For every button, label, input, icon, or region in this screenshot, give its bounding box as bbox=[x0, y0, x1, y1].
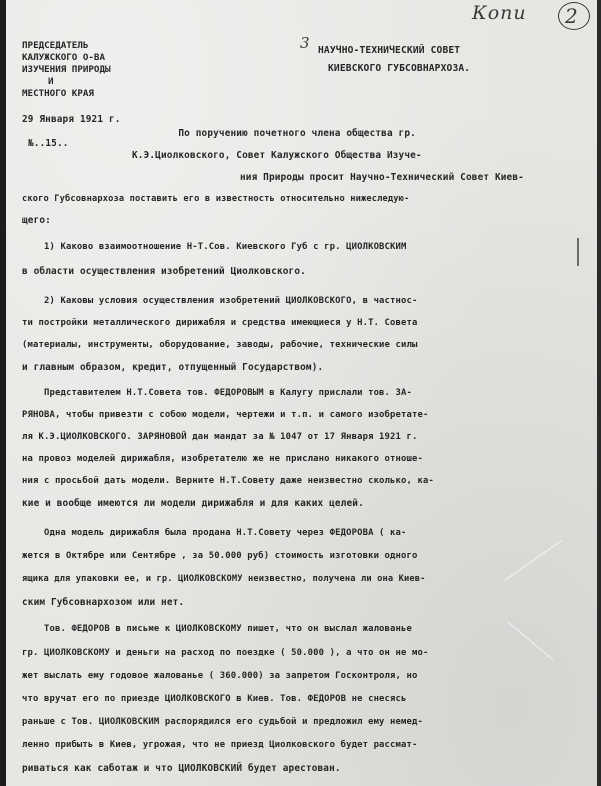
body-line-21: ским Губсовнархозом или нет. bbox=[22, 597, 185, 608]
body-line-6: 1) Каково взаимоотношение Н-Т.Сов. Киевского Губ с гр. ЦИОЛКОВСКИМ bbox=[22, 242, 407, 252]
handwritten-note: Копи bbox=[472, 2, 527, 24]
letter-number: №..15.. bbox=[28, 138, 69, 149]
body-line-7: в области осуществления изобретений Циолковского. bbox=[22, 266, 306, 277]
body-line-27: ленно прибыть в Киев, угрожая, что не приезд Циолковского будет рассмат- bbox=[22, 740, 418, 750]
scan-scratch bbox=[507, 621, 554, 660]
body-line-14: ля К.Э.ЦИОЛКОВСКОГО. ЗАРЯНОВОЙ дан мандат за № 1047 от 17 Января 1921 г. bbox=[22, 432, 418, 442]
body-line-24: жет выслать ему годовое жалованье ( 360.000) за запретом Госконтроля, но bbox=[22, 671, 418, 681]
body-line-19: жется в Октябре или Сентябре , за 50.000 руб) стоимость изготовки одного bbox=[22, 551, 418, 561]
scan-scratch bbox=[504, 540, 562, 581]
letter-date: 29 Января 1921 г. bbox=[22, 114, 121, 125]
body-line-10: (материалы, инструменты, оборудование, заводы, рабочие, технические силы bbox=[22, 340, 418, 350]
recipient-line-2: КИЕВСКОГО ГУБСОВНАРХОЗА. bbox=[328, 63, 471, 74]
body-line-26: раньше с Тов. ЦИОЛКОВСКИМ распорядился его судьбой и предложил ему немед- bbox=[22, 717, 424, 727]
body-line-2: К.Э.Циолковского, Совет Калужского Общества Изуче- bbox=[132, 150, 422, 161]
body-line-15: на провоз моделей дирижабля, изобретателю же не прислано никакого отноше- bbox=[22, 454, 424, 464]
body-line-12: Представителем Н.Т.Совета тов. ФЕДОРОВЫМ в Калугу прислали тов. ЗА- bbox=[22, 388, 413, 398]
body-line-4: ского Губсовнархоза поставить его в известность относительно нижеследую- bbox=[22, 194, 410, 204]
recipient-line-1: НАУЧНО-ТЕХНИЧЕСКИЙ СОВЕТ bbox=[318, 45, 461, 56]
body-line-20: ящика для упаковки ее, и гр. ЦИОЛКОВСКОМУ неизвестно, получена ли она Киев- bbox=[22, 574, 426, 584]
body-line-22: Тов. ФЕДОРОВ в письме к ЦИОЛКОВСКОМУ пишет, что он выслал жалованье bbox=[22, 624, 413, 634]
body-line-5: щего: bbox=[22, 215, 51, 226]
body-line-1: По поручению почетного члена общества гр. bbox=[132, 128, 416, 139]
body-line-18: Одна модель дирижабля была продана Н.Т.Совету через ФЕДОРОВА ( ка- bbox=[22, 528, 407, 538]
body-line-9: ти постройки металлического дирижабля и средства имеющиеся у Н.Т. Совета bbox=[22, 318, 418, 328]
scan-edge-left bbox=[0, 0, 6, 786]
scan-edge-right bbox=[597, 0, 601, 786]
body-line-16: ния с просьбой дать модели. Верните Н.Т.Совету даже неизвестно сколько, ка- bbox=[22, 476, 434, 486]
body-line-3: ния Природы просит Научно-Технический Совет Киев- bbox=[240, 172, 524, 183]
handwritten-mark: 3 bbox=[300, 34, 310, 52]
sender-line-2: КАЛУЖСКОГО О-ВА bbox=[22, 52, 105, 63]
body-line-28: риваться как саботаж и что ЦИОЛКОВСКИЙ будет арестован. bbox=[22, 763, 341, 774]
body-line-25: что вручат его по приезде ЦИОЛКОВСКОГО в Киев. Тов. ФЕДОРОВ не снесясь bbox=[22, 694, 407, 704]
body-line-13: РЯНОВА, чтобы привезти с собою модели, чертежи и т.п. и самого изобретате- bbox=[22, 410, 429, 420]
body-line-8: 2) Каковы условия осуществления изобретений ЦИОЛКОВСКОГО, в частнос- bbox=[22, 296, 418, 306]
sender-line-3: ИЗУЧЕНИЯ ПРИРОДЫ bbox=[22, 64, 111, 75]
sender-line-5: МЕСТНОГО КРАЯ bbox=[22, 88, 94, 99]
handwritten-page-number: 2 bbox=[565, 4, 578, 28]
sender-line-4: И bbox=[48, 76, 54, 87]
body-line-17: кие и вообще имеются ли модели дирижабля и для каких целей. bbox=[22, 498, 364, 509]
margin-pencil-mark bbox=[577, 238, 579, 266]
sender-line-1: ПРЕДСЕДАТЕЛЬ bbox=[22, 40, 89, 51]
body-line-11: и главным образом, кредит, отпущенный Государством). bbox=[22, 362, 324, 373]
body-line-23: гр. ЦИОЛКОВСКОМУ и деньги на расход по поездке ( 50.000 ), а что он не мо- bbox=[22, 648, 429, 658]
